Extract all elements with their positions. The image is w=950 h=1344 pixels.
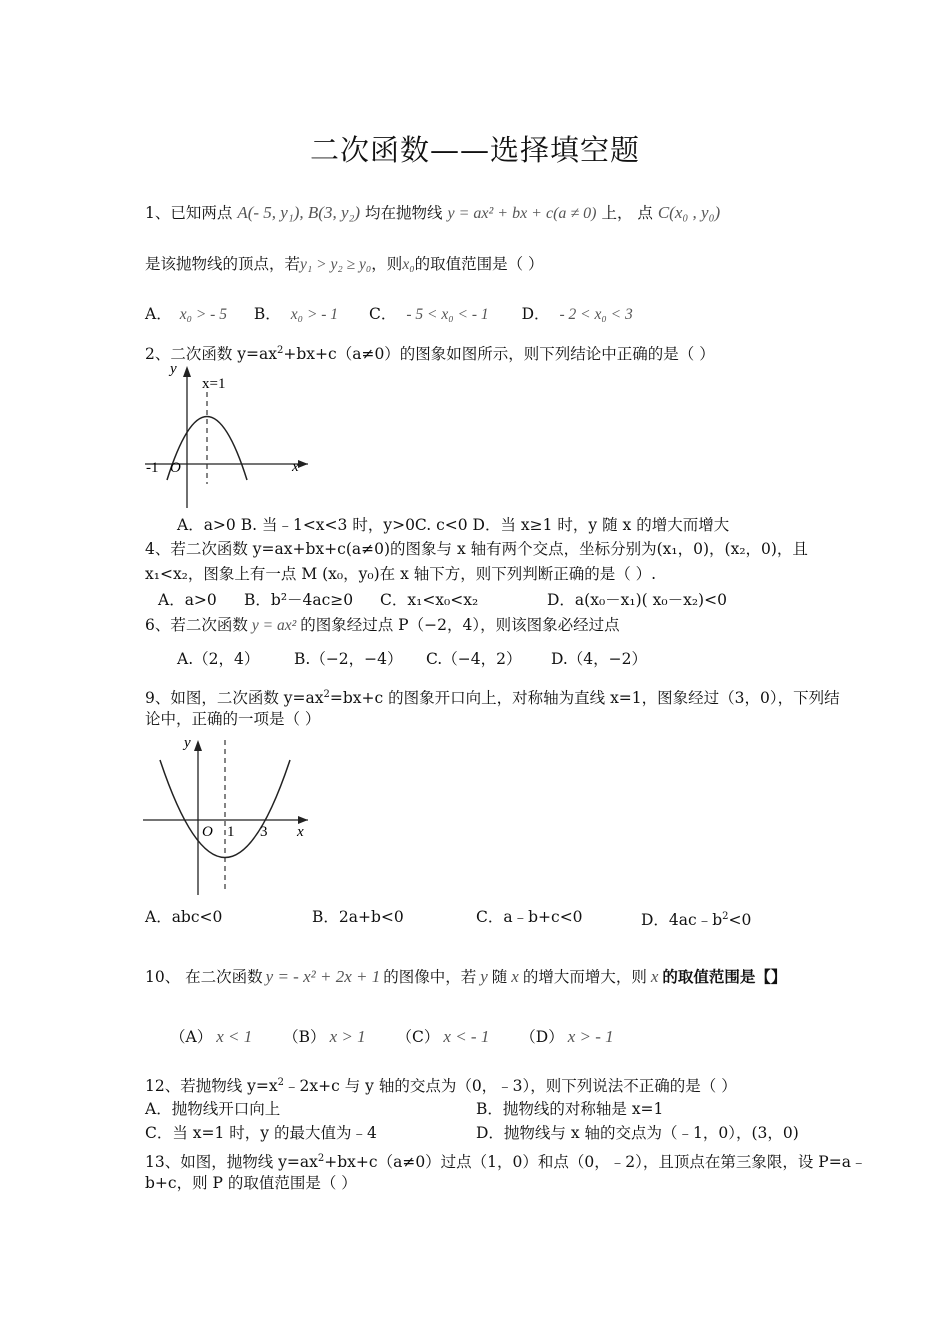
question-9-option-d: D．$4ac﹣b^2<0$ — [641, 911, 752, 930]
x-axis-arrow — [298, 460, 308, 468]
question-12-text: 12、若抛物线 $y=x^2﹣2x+c$ 与 y 轴的交点为（0，﹣3），则下列说法不正确的是（ ） — [145, 1077, 737, 1096]
question-9-line-1: 9、如图，二次函数 $y=ax^2=bx+c$ 的图象开口向上，对称轴为直线 x=1，图象经过（3，0），下列结 — [145, 689, 840, 708]
question-9-graph — [140, 730, 320, 900]
y-axis-label: y — [184, 735, 191, 751]
question-4-option-c: C．x₁<x₀<x₂ — [380, 591, 479, 609]
question-9-option-c: C．a﹣b+c<0 — [476, 908, 583, 926]
y-axis-arrow — [183, 366, 191, 377]
question-12-option-c: C．当 x=1 时，y 的最大值为﹣4 — [145, 1124, 377, 1142]
y-axis-arrow — [194, 740, 202, 751]
question-4-line-1: 4、若二次函数 y=ax+bx+c(a≠0)的图象与 x 轴有两个交点，坐标分别为(x₁，0)，(x₂，0)，且 — [145, 540, 808, 558]
option-b: x₀ > - 1 — [290, 306, 339, 323]
question-9-line-2: 论中，正确的一项是（ ） — [145, 710, 321, 728]
tick-one-label: 1 — [227, 824, 235, 840]
option-b: x > 1 — [329, 1027, 366, 1046]
question-4-option-d: D．a(x₀－x₁)( x₀－x₂)<0 — [547, 591, 727, 609]
question-13-line-2: b+c，则 P 的取值范围是（ ） — [145, 1174, 357, 1192]
question-2-options: A．a>0 B. 当﹣1<x<3 时，y>0C. c<0 D．当 x≥1 时，y 随 x 的增大而增大 — [177, 516, 730, 534]
equation: y = - x² + 2x + 1 — [265, 967, 381, 986]
equation: y = ax² — [251, 617, 297, 634]
question-12-option-a: A．抛物线开口向上 — [145, 1100, 281, 1118]
x-axis-label: x — [297, 824, 304, 840]
question-12-option-d: D．抛物线与 x 轴的交点为（﹣1，0），(3，0) — [476, 1124, 799, 1142]
question-1-options: A． x₀ > - 5 B． x₀ > - 1 C． - 5 < x₀ < - 1 D． - 2 < x₀ < 3 — [145, 305, 633, 323]
option-d: x > - 1 — [567, 1027, 614, 1046]
question-4-option-b: B．b²－4ac≥0 — [244, 591, 354, 609]
parabola-equation: y = ax² + bx + c(a ≠ 0) — [447, 205, 597, 222]
points-expression: A(- 5, y₁), B(3, y₂) — [237, 203, 361, 222]
symmetry-axis-label: x=1 — [202, 376, 226, 392]
question-1-line-1: 1、已知两点 A(- 5, y₁), B(3, y₂) 均在抛物线 y = ax² + bx + c(a ≠ 0) 上， 点 C(x₀ , y₀) — [145, 203, 721, 222]
question-13-line-1: 13、如图，抛物线 $y=ax^2+bx+c(a\ne 0)$过点（1，0）和点（0，﹣2），且顶点在第三象限，设 P=a﹣ — [145, 1153, 867, 1172]
question-4-option-a: A．a>0 — [158, 591, 217, 609]
question-2-text: 2、二次函数 $y=ax^2+bx+c(a\ne 0)$的图象如图所示，则下列结论中正确的是（ ） — [145, 345, 715, 364]
question-2-graph — [140, 360, 320, 510]
question-12-option-b: B．抛物线的对称轴是 x=1 — [476, 1100, 664, 1118]
question-10-text: 10、 在二次函数 y = - x² + 2x + 1 的图像中，若 y 随 x 的增大而增大，则 x 的取值范围是【】 — [145, 967, 787, 986]
x-axis-label: x — [292, 459, 299, 475]
question-6-option-a: A.（2，4） — [177, 650, 260, 668]
origin-label: O — [170, 460, 181, 476]
tick-three-label: 3 — [260, 824, 268, 840]
option-d: - 2 < x₀ < 3 — [559, 306, 633, 323]
question-9-option-a: A．abc<0 — [145, 908, 223, 926]
question-6-option-d: D.（4，−2） — [551, 650, 648, 668]
question-6-text: 6、若二次函数 y = ax² 的图象经过点 P（−2，4），则该图象必经过点 — [145, 616, 620, 634]
x-axis-arrow — [298, 816, 308, 824]
option-a: x₀ > - 5 — [179, 306, 227, 323]
neg-one-label: -1 — [146, 460, 159, 476]
page-title: 二次函数——选择填空题 — [309, 133, 640, 167]
y-axis-label: y — [170, 361, 177, 377]
option-c: - 5 < x₀ < - 1 — [406, 306, 489, 323]
question-6-option-c: C.（−4，2） — [426, 650, 522, 668]
question-4-line-2: x₁<x₂，图象上有一点 M (x₀，y₀)在 x 轴下方，则下列判断正确的是（ ）. — [145, 565, 657, 583]
origin-label: O — [202, 824, 213, 840]
question-6-option-b: B.（−2，−4） — [294, 650, 403, 668]
vertex-point: C(x₀ , y₀) — [657, 203, 721, 222]
option-a: x < 1 — [216, 1027, 253, 1046]
question-1-line-2: 是该抛物线的顶点，若y₁ > y₂ ≥ y₀，则x₀的取值范围是（ ） — [145, 255, 544, 273]
question-10-options: （A） x < 1 （B） x > 1 （C） x < - 1 （D） x > - 1 — [170, 1027, 614, 1046]
question-9-option-b: B．2a+b<0 — [312, 908, 404, 926]
option-c: x < - 1 — [443, 1027, 490, 1046]
condition-expression: y₁ > y₂ ≥ y₀ — [300, 256, 372, 273]
